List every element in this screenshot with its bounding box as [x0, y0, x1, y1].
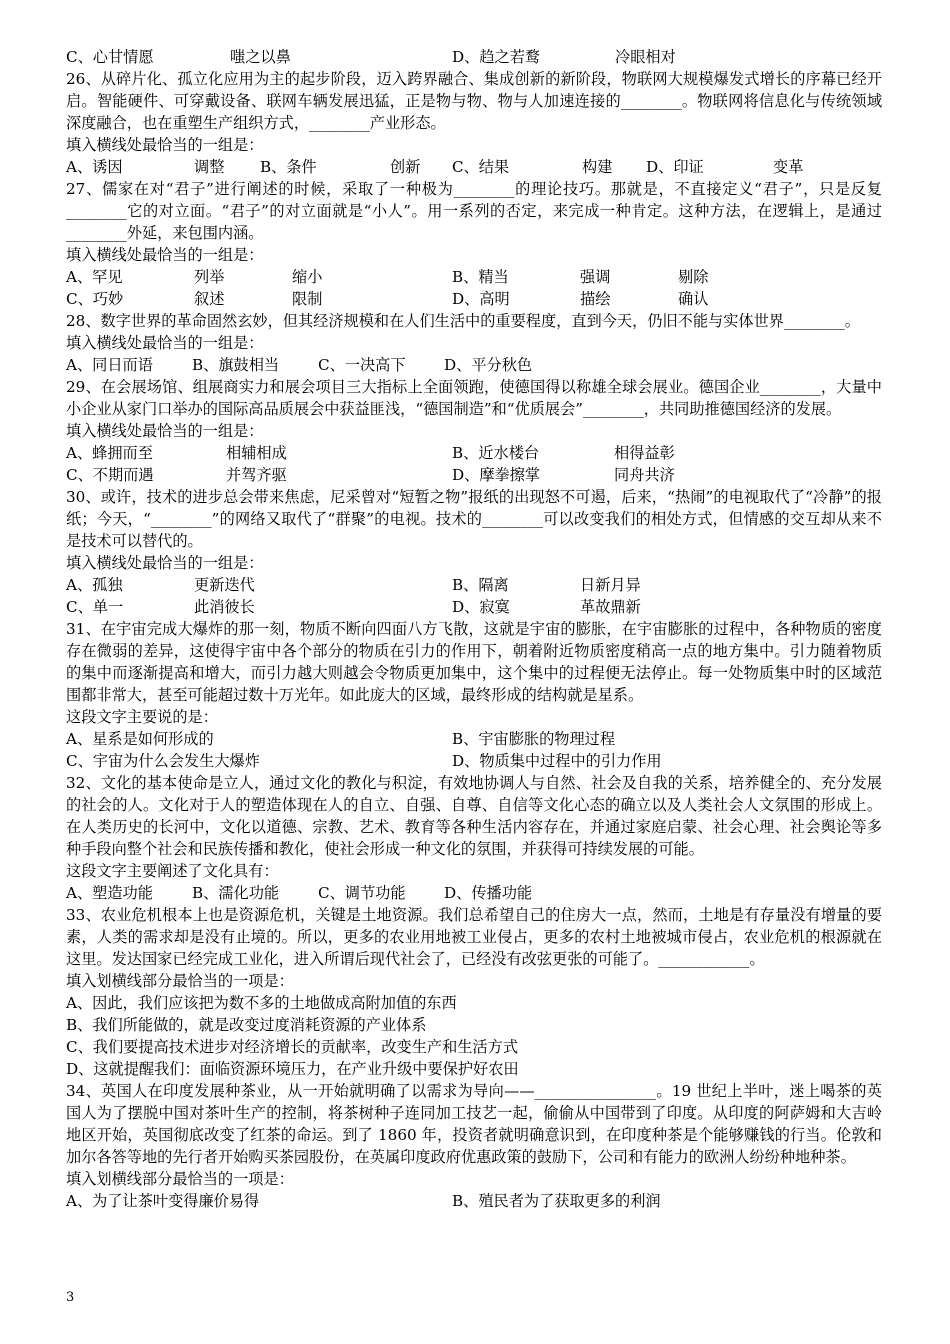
q26-option-d[interactable]: D、印证 [646, 158, 704, 176]
q34-option-a[interactable]: A、为了让茶叶变得廉价易得 [66, 1192, 260, 1210]
q30-option-b[interactable]: B、隔离 [452, 576, 509, 594]
q29-options-ab [66, 442, 882, 464]
q27-option-c[interactable]: C、巧妙 [66, 290, 124, 308]
q27-option-c-word2: 叙述 [194, 290, 225, 308]
q31-stem: 31、在宇宙完成大爆炸的那一刻，物质不断向四面八方飞散，这就是宇宙的膨胀，在宇宙膨胀的过程中，各种物质的密度存在微弱的差异，这使得宇宙中各个部分的物质在引力的作用下，朝着附近物质密度稍高一点的地方集中。引力随着物质的集中而逐渐提高和增大，而引力越大则越会令物质更加集中，这个集中的过程便无法停止。每一处物质集中时的区域范围都非常大，甚至可能超过数十万光年。如此庞大的区域，最终形成的结构就是星系。 [66, 620, 882, 704]
q34-stem: 34、英国人在印度发展种茶业，从一开始就明确了以需求为导向——________________。19 世纪上半叶，迷上喝茶的英国人为了摆脱中国对茶叶生产的控制，将茶树种子连同加工技艺一起，偷偷从中国带到了印度。从印度的阿萨姆和大吉岭地区开始，英国彻底改变了红茶的命运。到了 1860 年，投资者就明确意识到，在印度种茶是个能够赚钱的行当。伦敦和加尔各答等地的先行者开始购买茶园股份，在英属印度政府优惠政策的鼓励下，公司和有能力的欧洲人纷纷种地种茶。 [66, 1082, 882, 1166]
q25-option-d[interactable]: D、趋之若鹜 [452, 48, 541, 66]
q29-option-b-word2: 相得益彰 [614, 444, 675, 462]
q29-prompt: 填入横线处最恰当的一组是： [66, 422, 264, 440]
q30-option-d-word2: 革故鼎新 [580, 598, 641, 616]
q27-option-d[interactable]: D、高明 [452, 290, 510, 308]
q32-option-c[interactable]: C、调节功能 [318, 884, 406, 902]
q26-option-b-word: 创新 [390, 158, 421, 176]
q26-option-b[interactable]: B、条件 [260, 158, 317, 176]
q32-option-b[interactable]: B、濡化功能 [192, 884, 280, 902]
q26-option-a-word: 调整 [194, 158, 225, 176]
q28-stem: 28、数字世界的革命固然玄妙，但其经济规模和在人们生活中的重要程度，直到今天，仍旧不能与实体世界________。 [66, 312, 860, 330]
q28-option-a[interactable]: A、同日而语 [66, 356, 153, 374]
q34-option-b[interactable]: B、殖民者为了获取更多的利润 [452, 1192, 661, 1210]
q27-options-cd [66, 288, 882, 310]
q34-prompt: 填入划横线部分最恰当的一项是： [66, 1170, 294, 1188]
q32-option-a[interactable]: A、塑造功能 [66, 884, 153, 902]
q33-prompt: 填入划横线部分最恰当的一项是： [66, 972, 294, 990]
q27-option-a-word2: 列举 [194, 268, 225, 286]
q31-option-b[interactable]: B、宇宙膨胀的物理过程 [452, 730, 616, 748]
q32-option-d[interactable]: D、传播功能 [444, 884, 533, 902]
q30-option-c[interactable]: C、单一 [66, 598, 124, 616]
q33-option-d[interactable]: D、这就提醒我们：面临资源环境压力，在产业升级中要保护好农田 [66, 1060, 519, 1078]
q27-stem: 27、儒家在对“君子”进行阐述的时候，采取了一种极为________的理论技巧。那就是，不直接定义“君子”，只是反复________它的对立面。“君子”的对立面就是“小人”。用一系列的否定，来完成一种肯定。这种方法，在逻辑上，是通过________外延，来包围内涵。 [66, 180, 882, 242]
q32-prompt: 这段文字主要阐述了文化具有： [66, 862, 279, 880]
q30-options-cd [66, 596, 882, 618]
q28-option-c[interactable]: C、一决高下 [318, 356, 406, 374]
q26-option-a[interactable]: A、诱因 [66, 158, 123, 176]
q26-option-d-word: 变革 [773, 158, 804, 176]
q30-option-a[interactable]: A、孤独 [66, 576, 123, 594]
q29-stem: 29、在会展场馆、组展商实力和展会项目三大指标上全面领跑，使德国得以称雄全球会展业。德国企业________，大量中小企业从家门口举办的国际高品质展会中获益匪浅，“德国制造”和“优质展会”________，共同助推德国经济的发展。 [66, 378, 882, 418]
q30-options-ab [66, 574, 882, 596]
q29-option-d-word2: 同舟共济 [614, 466, 675, 484]
q27-options-ab [66, 266, 882, 288]
q25-options-cd [66, 46, 882, 68]
q32-options [66, 882, 882, 904]
q30-option-b-word2: 日新月异 [580, 576, 641, 594]
q29-option-b[interactable]: B、近水楼台 [452, 444, 540, 462]
q28-option-b[interactable]: B、旗鼓相当 [192, 356, 280, 374]
q29-options-cd [66, 464, 882, 486]
q28-options [66, 354, 882, 376]
q30-prompt: 填入横线处最恰当的一组是： [66, 554, 264, 572]
q31-prompt: 这段文字主要说的是： [66, 708, 218, 726]
q26-stem: 26、从碎片化、孤立化应用为主的起步阶段，迈入跨界融合、集成创新的新阶段，物联网大规模爆发式增长的序幕已经开启。智能硬件、可穿戴设备、联网车辆发展迅猛，正是物与物、物与人加速连接的________。物联网将信息化与传统领域深度融合，也在重塑生产组织方式，________产业形态。 [66, 70, 882, 132]
q31-option-d[interactable]: D、物质集中过程中的引力作用 [452, 752, 662, 770]
q31-option-a[interactable]: A、星系是如何形成的 [66, 730, 214, 748]
q30-option-a-word2: 更新迭代 [194, 576, 255, 594]
q26-option-c[interactable]: C、结果 [452, 158, 510, 176]
q33-option-b[interactable]: B、我们所能做的，就是改变过度消耗资源的产业体系 [66, 1016, 427, 1034]
q27-option-d-word2: 描绘 [580, 290, 611, 308]
q25-option-c[interactable]: C、心甘情愿 [66, 48, 154, 66]
q27-option-b-word2: 强调 [580, 268, 611, 286]
q26-options [66, 156, 882, 178]
q31-options-cd [66, 750, 882, 772]
q34-options-ab [66, 1190, 882, 1212]
q29-option-c-word2: 并驾齐驱 [226, 466, 287, 484]
q29-option-a[interactable]: A、蜂拥而至 [66, 444, 153, 462]
q25-option-c-word: 嗤之以鼻 [230, 48, 291, 66]
q29-option-d[interactable]: D、摩拳擦掌 [452, 466, 541, 484]
q32-stem: 32、文化的基本使命是立人，通过文化的教化与积淀，有效地协调人与自然、社会及自我的关系，培养健全的、充分发展的社会的人。文化对于人的塑造体现在人的自立、自强、自尊、自信等文化心态的确立以及人类社会人文氛围的形成上。在人类历史的长河中，文化以道德、宗教、艺术、教育等各种生活内容存在，并通过家庭启蒙、社会心理、社会舆论等多种手段向整个社会和民族传播和教化，使社会形成一种文化的氛围，并获得可持续发展的可能。 [66, 774, 882, 858]
q27-option-b-word3: 剔除 [678, 268, 709, 286]
q27-option-a-word3: 缩小 [292, 268, 323, 286]
q27-option-d-word3: 确认 [678, 290, 709, 308]
q26-prompt: 填入横线处最恰当的一组是： [66, 136, 264, 154]
q28-prompt: 填入横线处最恰当的一组是： [66, 334, 264, 352]
q26-option-c-word: 构建 [582, 158, 613, 176]
q30-stem: 30、或许，技术的进步总会带来焦虑，尼采曾对“短暂之物”报纸的出现怒不可遏，后来，“热闹”的电视取代了“冷静”的报纸；今天，“________”的网络又取代了“群聚”的电视。技术的________可以改变我们的相处方式，但情感的交互却从来不是技术可以替代的。 [66, 488, 882, 550]
q27-option-b[interactable]: B、精当 [452, 268, 509, 286]
q31-option-c[interactable]: C、宇宙为什么会发生大爆炸 [66, 752, 260, 770]
page-number: 3 [66, 1290, 75, 1305]
q33-option-a[interactable]: A、因此，我们应该把为数不多的土地做成高附加值的东西 [66, 994, 457, 1012]
q30-option-d[interactable]: D、寂寞 [452, 598, 510, 616]
q30-option-c-word2: 此消彼长 [194, 598, 255, 616]
q27-option-a[interactable]: A、罕见 [66, 268, 123, 286]
q29-option-c[interactable]: C、不期而遇 [66, 466, 154, 484]
q25-option-d-word: 冷眼相对 [615, 48, 676, 66]
q27-prompt: 填入横线处最恰当的一组是： [66, 246, 264, 264]
q33-option-c[interactable]: C、我们要提高技术进步对经济增长的贡献率，改变生产和生活方式 [66, 1038, 519, 1056]
q31-options-ab [66, 728, 882, 750]
document-page [66, 46, 882, 1212]
q28-option-d[interactable]: D、平分秋色 [444, 356, 533, 374]
q33-stem: 33、农业危机根本上也是资源危机，关键是土地资源。我们总希望自己的住房大一点，然而，土地是有存量没有增量的要素，人类的需求却是没有止境的。所以，更多的农业用地被工业侵占，更多的农村土地被城市侵占，农业危机的根源就在这里。发达国家已经完成工业化，进入所谓后现代社会了，已经没有改弦更张的可能了。____________。 [66, 906, 882, 968]
q29-option-a-word2: 相辅相成 [226, 444, 287, 462]
q27-option-c-word3: 限制 [292, 290, 323, 308]
